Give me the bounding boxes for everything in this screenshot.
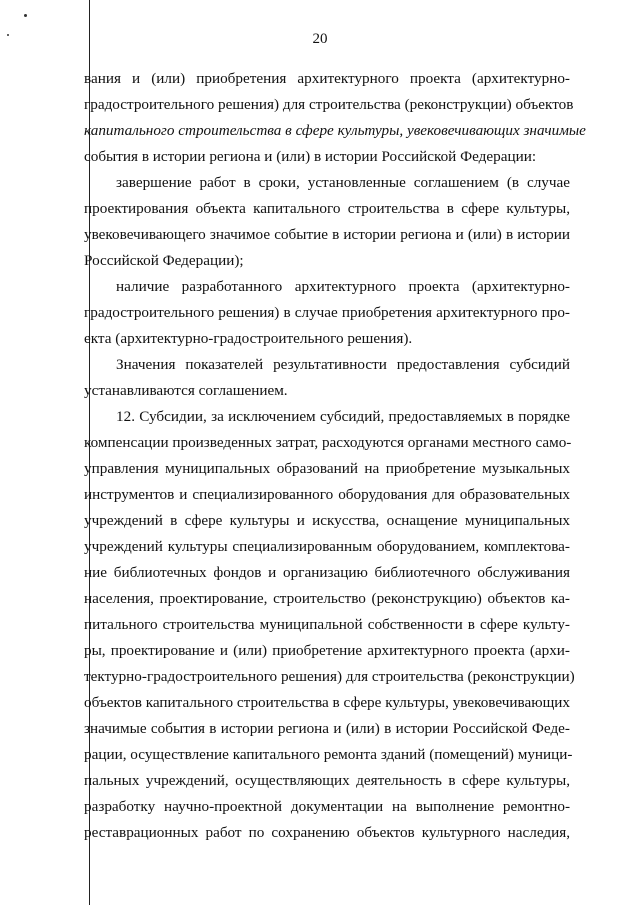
text-line: проектирования объекта капитального строительства в сфере культуры,: [84, 200, 570, 217]
text-line: ры, проектирование и (или) приобретение архитектурного проекта (архи-: [84, 642, 570, 659]
text-line: учреждений культуры специализированным оборудованием, комплектова-: [84, 538, 570, 555]
text-line: значимые события в истории региона и (или) в истории Российской Феде-: [84, 720, 570, 737]
text-line: екта (архитектурно-градостроительного решения).: [84, 330, 413, 347]
text-line: устанавливаются соглашением.: [84, 382, 288, 399]
text-line: реставрационных работ по сохранению объектов культурного наследия,: [84, 824, 570, 841]
text-line: разработку научно-проектной документации на выполнение ремонтно-: [84, 798, 570, 815]
text-line: завершение работ в сроки, установленные соглашением (в случае: [116, 174, 570, 191]
text-line: тектурно-градостроительного решения) для строительства (реконструкции): [84, 668, 575, 685]
text-line: объектов капитального строительства в сфере культуры, увековечивающих: [84, 694, 570, 711]
scan-speck: [24, 14, 27, 17]
page-number: 20: [312, 31, 328, 47]
text-line: вания и (или) приобретения архитектурного проекта (архитектурно-: [84, 70, 570, 87]
body-text: [84, 66, 586, 846]
text-line: пальных учреждений, осуществляющих деятельность в сфере культуры,: [84, 772, 570, 789]
text-line: Значения показателей результативности предоставления субсидий: [116, 356, 570, 373]
text-line: управления муниципальных образований на приобретение музыкальных: [84, 460, 570, 477]
text-line: учреждений в сфере культуры и искусства, оснащение муниципальных: [84, 512, 570, 529]
text-line: ние библиотечных фондов и организацию библиотечного обслуживания: [84, 564, 570, 581]
text-line: увековечивающего значимое событие в истории региона и (или) в истории: [84, 226, 570, 243]
text-line: наличие разработанного архитектурного проекта (архитектурно-: [116, 278, 570, 295]
text-line: капитального строительства в сфере культуры, увековечивающих значимые: [84, 122, 586, 139]
text-line: компенсации произведенных затрат, расходуются органами местного само-: [84, 434, 572, 451]
text-line: питального строительства муниципальной собственности в сфере культу-: [84, 616, 570, 633]
text-line: Российской Федерации);: [84, 252, 244, 269]
text-line: 12. Субсидии, за исключением субсидий, предоставляемых в порядке: [116, 408, 570, 425]
text-line: события в истории региона и (или) в истории Российской Федерации:: [84, 148, 537, 165]
text-line: градостроительного решения) для строительства (реконструкции) объектов: [84, 96, 574, 113]
text-line: рации, осуществление капитального ремонта зданий (помещений) муници-: [84, 746, 573, 763]
text-line: градостроительного решения) в случае приобретения архитектурного про-: [84, 304, 570, 321]
text-line: инструментов и специализированного оборудования для образовательных: [84, 486, 570, 503]
text-line: населения, проектирование, строительство (реконструкцию) объектов ка-: [84, 590, 570, 607]
